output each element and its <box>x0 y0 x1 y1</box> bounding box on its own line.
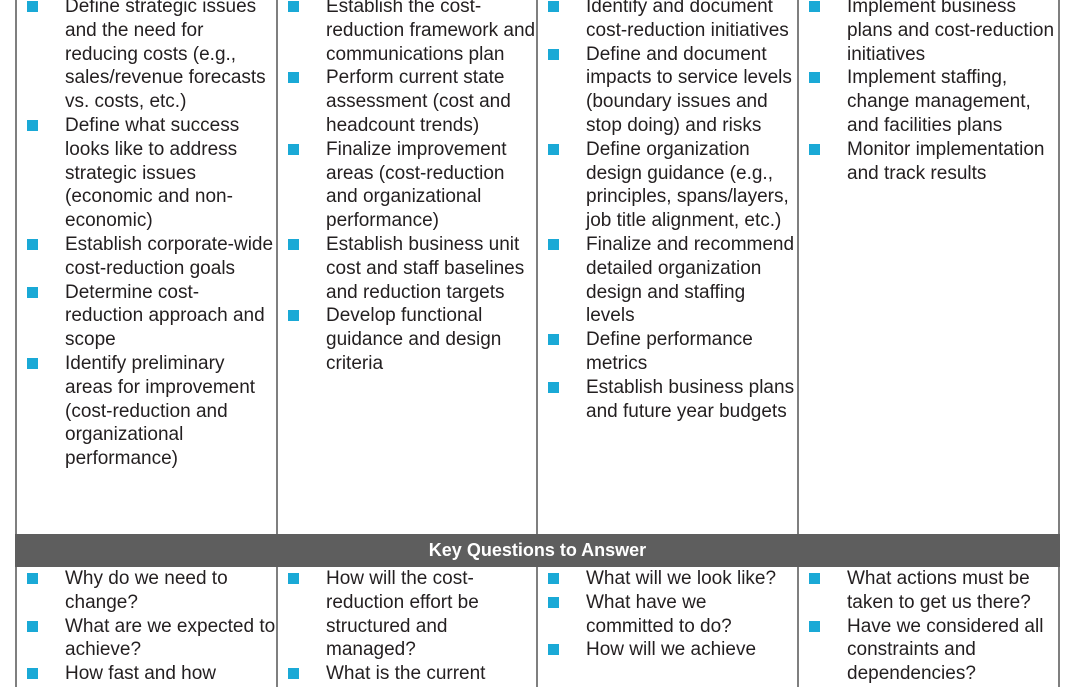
activities-column-4 <box>799 0 1060 539</box>
list-item <box>27 0 276 114</box>
square-bullet-icon <box>288 1 299 12</box>
square-bullet-icon <box>548 239 559 250</box>
square-bullet-icon <box>27 358 38 369</box>
question-text: What actions must be taken to get us there? <box>847 568 1031 613</box>
questions-column-1 <box>15 567 278 687</box>
list-item <box>288 567 536 662</box>
square-bullet-icon <box>548 382 559 393</box>
square-bullet-icon <box>548 334 559 345</box>
questions-column-4 <box>799 567 1060 687</box>
question-text: What is the current <box>326 663 486 685</box>
question-text: Why do we need to change? <box>65 568 228 613</box>
square-bullet-icon <box>288 668 299 679</box>
square-bullet-icon <box>809 573 820 584</box>
list-item <box>548 376 797 424</box>
list-item <box>548 43 797 138</box>
list-item <box>27 615 276 663</box>
square-bullet-icon <box>809 72 820 83</box>
square-bullet-icon <box>27 1 38 12</box>
activity-text: Develop functional guidance and design criteria <box>326 305 502 374</box>
list-item <box>548 328 797 376</box>
activity-text: Define organization design guidance (e.g., principles, spans/layers, job title alignment, etc.) <box>586 138 789 232</box>
questions-column-2 <box>278 567 538 687</box>
questions-column-3 <box>538 567 799 687</box>
list-item <box>27 352 276 471</box>
activities-column-1 <box>15 0 278 539</box>
square-bullet-icon <box>27 621 38 632</box>
activity-text: Implement staffing, change management, and facilities plans <box>847 67 1031 136</box>
activity-text: Define strategic issues and the need for reducing costs (e.g., sales/revenue forecasts vs. costs, etc.) <box>65 0 266 113</box>
square-bullet-icon <box>27 120 38 131</box>
question-text: What have we committed to do? <box>586 591 732 637</box>
square-bullet-icon <box>288 573 299 584</box>
list-item <box>548 0 797 43</box>
activity-text: Identify preliminary areas for improvement (cost-reduction and organizational performance) <box>65 352 256 470</box>
activity-text: Establish the cost-reduction framework and communications plan <box>326 0 536 65</box>
activity-text: Define performance metrics <box>586 329 753 374</box>
list-item <box>809 615 1058 686</box>
activity-text: Perform current state assessment (cost and headcount trends) <box>326 67 511 136</box>
section-header <box>15 534 1060 567</box>
list-item <box>27 281 276 352</box>
activity-text: Finalize and recommend detailed organization design and staffing levels <box>586 233 795 327</box>
activity-text: Implement business plans and cost-reduction initiatives <box>847 0 1055 65</box>
list-item <box>548 591 797 639</box>
list-item <box>809 567 1058 615</box>
square-bullet-icon <box>27 239 38 250</box>
list-item <box>809 0 1058 66</box>
square-bullet-icon <box>548 1 559 12</box>
list-item <box>288 304 536 375</box>
list-item <box>27 567 276 615</box>
square-bullet-icon <box>548 644 559 655</box>
square-bullet-icon <box>809 144 820 155</box>
question-text: How fast and how <box>65 663 217 685</box>
list-item <box>548 233 797 328</box>
section-header-label: Key Questions to Answer <box>428 540 647 560</box>
list-item <box>27 233 276 281</box>
list-item <box>288 662 536 686</box>
activity-text: Monitor implementation and track results <box>847 138 1045 184</box>
activity-text: Establish business unit cost and staff baselines and reduction targets <box>326 233 525 303</box>
activities-column-3 <box>538 0 799 539</box>
activity-text: Finalize improvement areas (cost-reduction and organizational performance) <box>326 138 507 232</box>
activity-text: Define and document impacts to service levels (boundary issues and stop doing) and risks <box>586 43 792 136</box>
list-item <box>27 114 276 233</box>
square-bullet-icon <box>809 1 820 12</box>
square-bullet-icon <box>548 144 559 155</box>
activity-text: Establish business plans and future year budgets <box>586 376 795 422</box>
activity-text: Identify and document cost-reduction initiatives <box>586 0 789 41</box>
list-item <box>288 233 536 304</box>
square-bullet-icon <box>27 668 38 679</box>
activity-text: Define what success looks like to address strategic issues (economic and non-economic) <box>65 114 240 232</box>
question-text: How will the cost-reduction effort be structured and managed? <box>326 568 479 661</box>
activities-column-2 <box>278 0 538 539</box>
question-text: Have we considered all constraints and dependencies? <box>847 615 1044 685</box>
activity-text: Determine cost-reduction approach and scope <box>65 281 265 351</box>
square-bullet-icon <box>548 597 559 608</box>
list-item <box>548 567 797 591</box>
list-item <box>288 0 536 66</box>
list-item <box>809 66 1058 137</box>
list-item <box>809 138 1058 186</box>
list-item <box>288 138 536 233</box>
square-bullet-icon <box>548 49 559 60</box>
square-bullet-icon <box>288 239 299 250</box>
list-item <box>548 138 797 233</box>
question-text: What are we expected to achieve? <box>65 615 276 661</box>
list-item <box>288 66 536 137</box>
square-bullet-icon <box>27 573 38 584</box>
question-text: How will we achieve <box>586 639 757 661</box>
list-item <box>27 662 276 686</box>
question-text: What will we look like? <box>586 568 777 589</box>
square-bullet-icon <box>809 621 820 632</box>
list-item <box>548 638 797 662</box>
square-bullet-icon <box>288 310 299 321</box>
square-bullet-icon <box>288 72 299 83</box>
square-bullet-icon <box>288 144 299 155</box>
square-bullet-icon <box>548 573 559 584</box>
square-bullet-icon <box>27 287 38 298</box>
activity-text: Establish corporate-wide cost-reduction goals <box>65 233 274 279</box>
